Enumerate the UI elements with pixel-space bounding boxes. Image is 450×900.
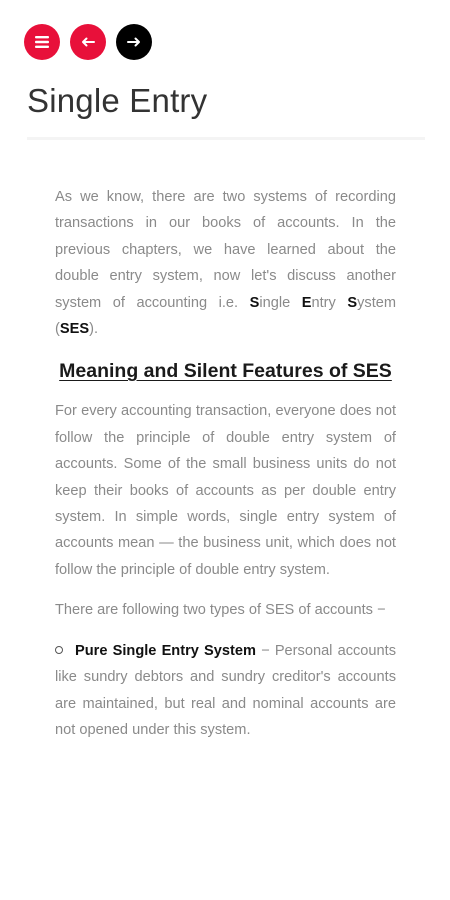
intro-letter-e: E — [301, 294, 312, 311]
intro-open-paren: ( — [55, 321, 60, 338]
list-item-description: − Personal accounts like sundry debtors and sundry creditor's accounts are maintained, but real and nominal accounts are not opened under this system. — [55, 642, 396, 738]
title-divider — [27, 137, 425, 140]
intro-abbreviation: SES — [59, 321, 90, 338]
intro-paragraph — [55, 184, 396, 342]
intro-letter-s2: S — [347, 294, 358, 311]
menu-button[interactable] — [24, 24, 60, 60]
meaning-paragraph: For every accounting transaction, everyone does not follow the principle of double entry system of accounts. Some of the small business units do not keep their books of accounts as per double entry system. In simple words, single entry system of accounts mean — the business unit, which does not follow the principle of double entry system. — [55, 403, 396, 578]
forward-button[interactable] — [116, 24, 152, 60]
section-heading: Meaning and Silent Features of SES — [59, 360, 392, 383]
article-content — [55, 184, 396, 757]
intro-letter-s: S — [249, 294, 260, 311]
arrow-right-icon — [127, 37, 141, 47]
toolbar — [24, 24, 152, 60]
types-paragraph: There are following two types of SES of accounts − — [55, 602, 386, 619]
arrow-left-icon — [81, 37, 95, 47]
intro-close-paren: ). — [89, 321, 98, 338]
list-item — [55, 638, 396, 744]
menu-icon — [34, 35, 50, 49]
intro-text-ystem: ystem — [357, 294, 397, 311]
page-title: Single Entry — [27, 82, 208, 119]
back-button[interactable] — [70, 24, 106, 60]
intro-text-ingle: ingle — [259, 294, 302, 311]
intro-text: As we know, there are two systems of recording transactions in our books of accounts. In the previous chapters, we have learned about the double entry system, now let's discuss another system of accounting i.e. — [55, 189, 396, 311]
list-item-term: Pure Single Entry System — [75, 642, 256, 659]
bullet-icon — [55, 646, 63, 654]
intro-text-ntry: ntry — [311, 294, 348, 311]
